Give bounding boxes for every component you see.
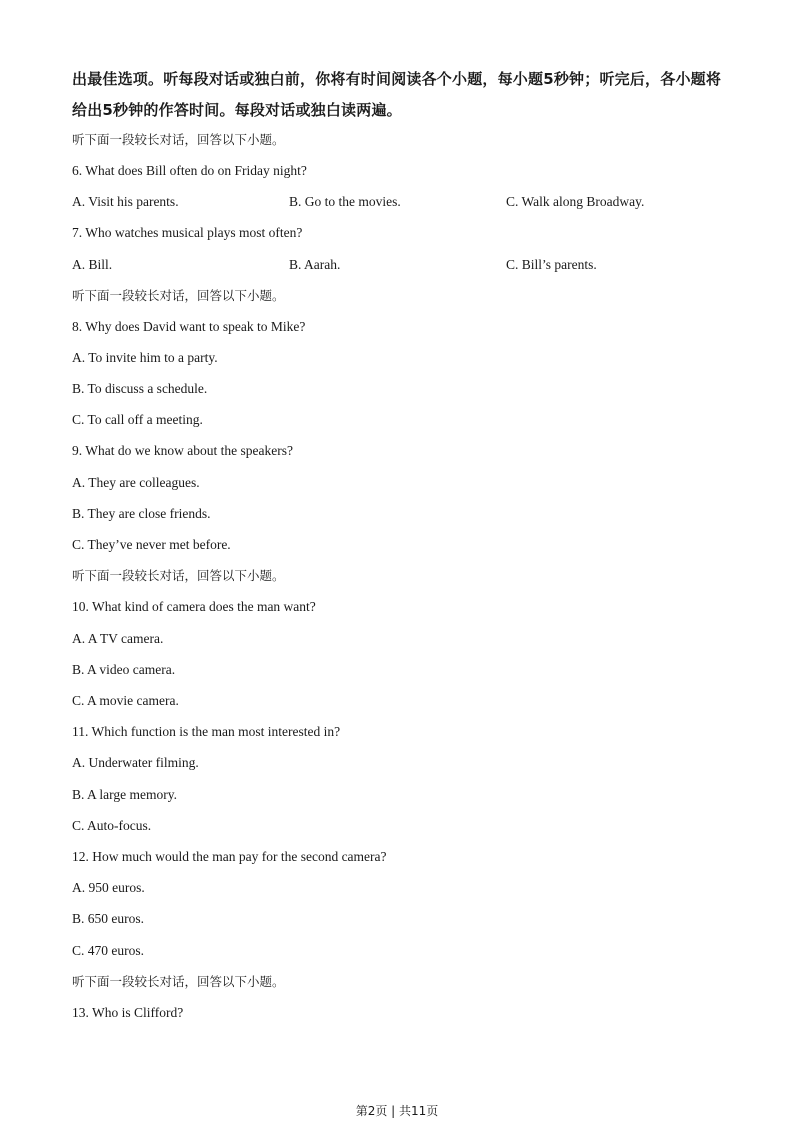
q9-option-c: C. They’ve never met before.	[72, 537, 231, 552]
q10-option-c: C. A movie camera.	[72, 693, 179, 708]
q12-option-b: B. 650 euros.	[72, 911, 144, 926]
q8-option-c: C. To call off a meeting.	[72, 412, 203, 427]
q8-option-a: A. To invite him to a party.	[72, 350, 218, 365]
section-hint: 听下面一段较长对话，回答以下小题。	[72, 568, 285, 583]
question-7: 7. Who watches musical plays most often?	[72, 225, 303, 240]
q6-option-b: B. Go to the movies.	[289, 194, 401, 209]
q11-option-b: B. A large memory.	[72, 787, 177, 802]
q9-option-a: A. They are colleagues.	[72, 475, 200, 490]
question-8: 8. Why does David want to speak to Mike?	[72, 319, 306, 334]
question-12: 12. How much would the man pay for the second camera?	[72, 849, 387, 864]
q12-option-a: A. 950 euros.	[72, 880, 145, 895]
q6-option-c: C. Walk along Broadway.	[506, 194, 645, 209]
q11-option-a: A. Underwater filming.	[72, 755, 199, 770]
page-footer: 第2页 | 共11页	[355, 1104, 439, 1118]
question-13: 13. Who is Clifford?	[72, 1005, 184, 1020]
question-6: 6. What does Bill often do on Friday night?	[72, 163, 307, 178]
instructions-paragraph: 出最佳选项。听每段对话或独白前，你将有时间阅读各个小题，每小题5秒钟；听完后，各小题将给出5秒钟的作答时间。每段对话或独白读两遍。	[72, 70, 722, 119]
question-9: 9. What do we know about the speakers?	[72, 443, 293, 458]
q7-option-c: C. Bill’s parents.	[506, 257, 597, 272]
q11-option-c: C. Auto-focus.	[72, 818, 152, 833]
q6-option-a: A. Visit his parents.	[72, 194, 179, 209]
q7-option-a: A. Bill.	[72, 257, 113, 272]
q7-option-b: B. Aarah.	[289, 257, 341, 272]
question-10: 10. What kind of camera does the man want?	[72, 599, 316, 614]
q12-option-c: C. 470 euros.	[72, 943, 144, 958]
section-hint: 听下面一段较长对话，回答以下小题。	[72, 288, 285, 303]
q10-option-a: A. A TV camera.	[72, 631, 164, 646]
q9-option-b: B. They are close friends.	[72, 506, 211, 521]
question-11: 11. Which function is the man most interested in?	[72, 724, 341, 739]
q8-option-b: B. To discuss a schedule.	[72, 381, 208, 396]
q10-option-b: B. A video camera.	[72, 662, 176, 677]
section-hint: 听下面一段较长对话，回答以下小题。	[72, 132, 285, 147]
section-hint: 听下面一段较长对话，回答以下小题。	[72, 974, 285, 989]
